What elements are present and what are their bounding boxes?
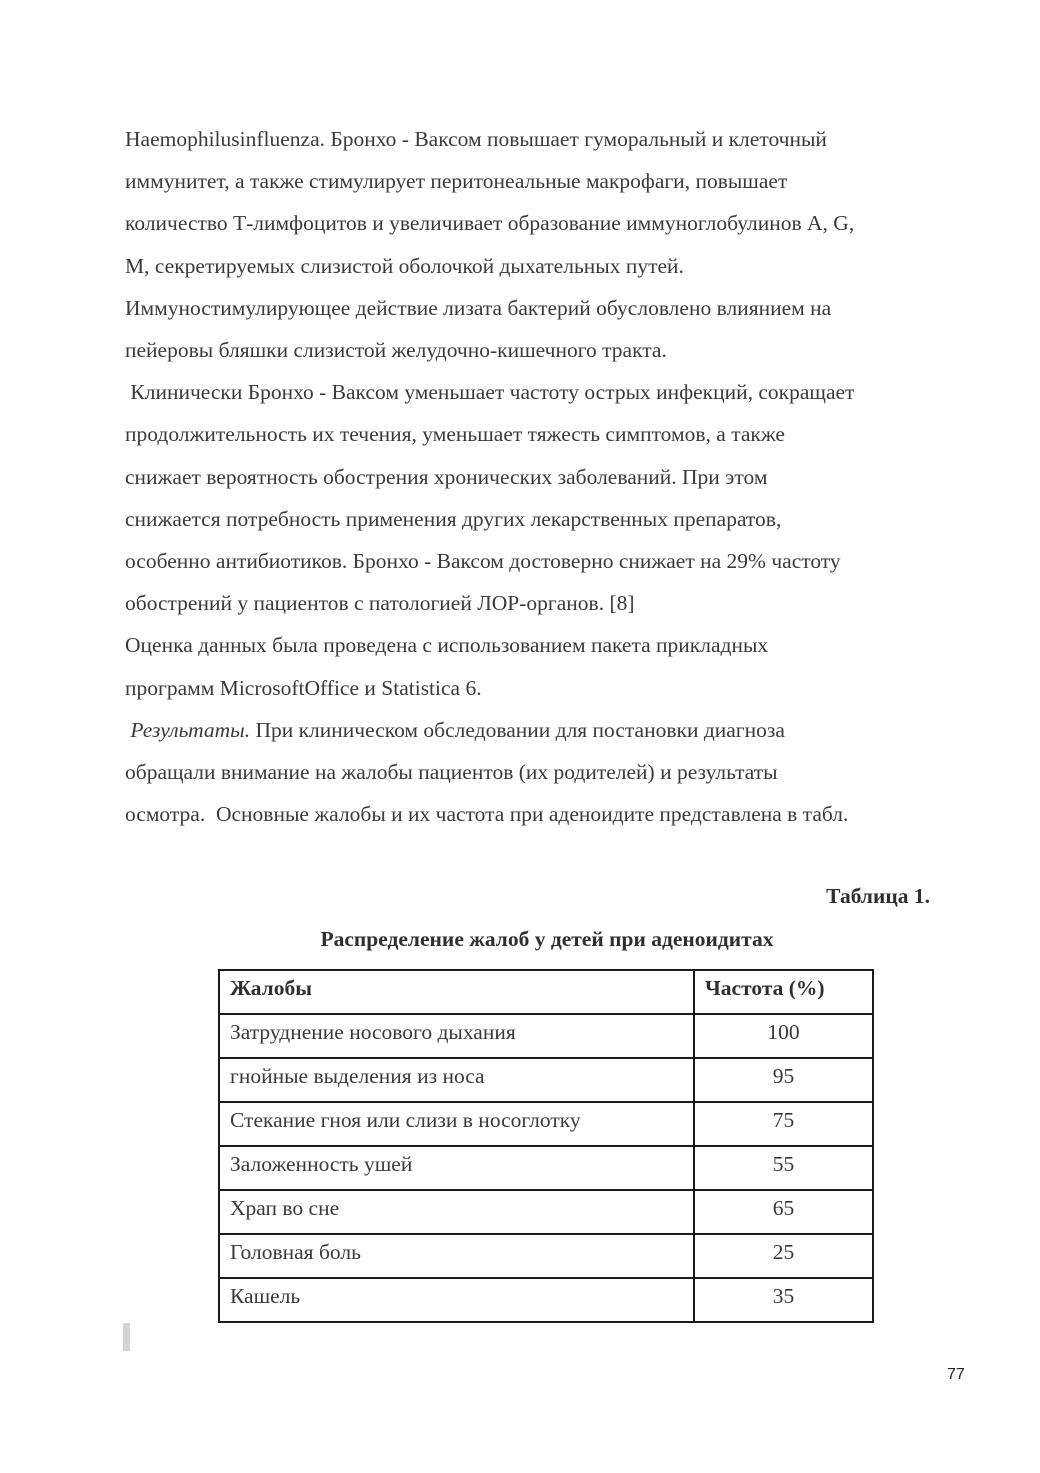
complaint-cell: Храп во сне xyxy=(219,1190,694,1234)
frequency-cell: 35 xyxy=(694,1278,873,1322)
text-line: обращали внимание на жалобы пациентов (их родителей) и результаты xyxy=(125,760,778,785)
text-line: иммунитет, а также стимулирует перитонеальные макрофаги, повышает xyxy=(125,169,788,194)
complaint-cell: Кашель xyxy=(219,1278,694,1322)
header-frequency: Частота (%) xyxy=(694,970,873,1014)
frequency-cell: 55 xyxy=(694,1146,873,1190)
text-line: пейеровы бляшки слизистой желудочно-кишечного тракта. xyxy=(125,338,667,363)
table-label: Таблица 1. xyxy=(826,884,930,908)
complaint-cell: Заложенность ушей xyxy=(219,1146,694,1190)
complaints-table xyxy=(218,969,874,1323)
results-heading: Результаты. xyxy=(125,717,251,742)
table-row xyxy=(219,1146,873,1190)
text-line: особенно антибиотиков. Бронхо - Ваксом достоверно снижает на 29% частоту xyxy=(125,549,841,574)
frequency-cell: 25 xyxy=(694,1234,873,1278)
text-line: снижает вероятность обострения хронических заболеваний. При этом xyxy=(125,464,768,489)
results-text: При клиническом обследовании для постановки диагноза xyxy=(250,717,785,742)
text-line: количество Т-лимфоцитов и увеличивает образование иммуноглобулинов A, G, xyxy=(125,211,855,236)
frequency-cell: 100 xyxy=(694,1014,873,1058)
header-complaint: Жалобы xyxy=(219,970,694,1014)
frequency-cell: 95 xyxy=(694,1058,873,1102)
complaint-cell: Затруднение носового дыхания xyxy=(219,1014,694,1058)
table-row xyxy=(219,1058,873,1102)
text-line: обострений у пациентов с патологией ЛОР-органов. [8] xyxy=(125,591,635,616)
table-row xyxy=(219,1278,873,1322)
complaint-cell: Стекание гноя или слизи в носоглотку xyxy=(219,1102,694,1146)
complaint-cell: Головная боль xyxy=(219,1234,694,1278)
text-line: осмотра. Основные жалобы и их частота при аденоидите представлена в табл. xyxy=(125,802,849,827)
body-text xyxy=(125,118,975,835)
results-line xyxy=(125,709,975,751)
text-line: снижается потребность применения других лекарственных препаратов, xyxy=(125,506,782,531)
page-number: 77 xyxy=(947,1366,965,1383)
text-line: продолжительность их течения, уменьшает тяжесть симптомов, а также xyxy=(125,422,785,447)
text-line: Оценка данных была проведена с использованием пакета прикладных xyxy=(125,633,769,658)
table-header-row xyxy=(219,970,873,1014)
text-line: Haemophilusinfluenza. Бронхо - Ваксом повышает гуморальный и клеточный xyxy=(125,127,827,151)
text-line: M, секретируемых слизистой оболочкой дыхательных путей. xyxy=(125,253,684,278)
table-title: Распределение жалоб у детей при аденоидитах xyxy=(320,927,774,951)
margin-mark xyxy=(123,1323,130,1351)
text-line: Иммуностимулирующее действие лизата бактерий обусловлено влиянием на xyxy=(125,295,832,320)
table-row xyxy=(219,1014,873,1058)
frequency-cell: 65 xyxy=(694,1190,873,1234)
table-row xyxy=(219,1190,873,1234)
text-line: программ MicrosoftOffice и Statistica 6. xyxy=(125,675,482,700)
table-row xyxy=(219,1234,873,1278)
table-row xyxy=(219,1102,873,1146)
frequency-cell: 75 xyxy=(694,1102,873,1146)
text-line: Клинически Бронхо - Ваксом уменьшает частоту острых инфекций, сокращает xyxy=(125,380,855,405)
complaint-cell: гнойные выделения из носа xyxy=(219,1058,694,1102)
